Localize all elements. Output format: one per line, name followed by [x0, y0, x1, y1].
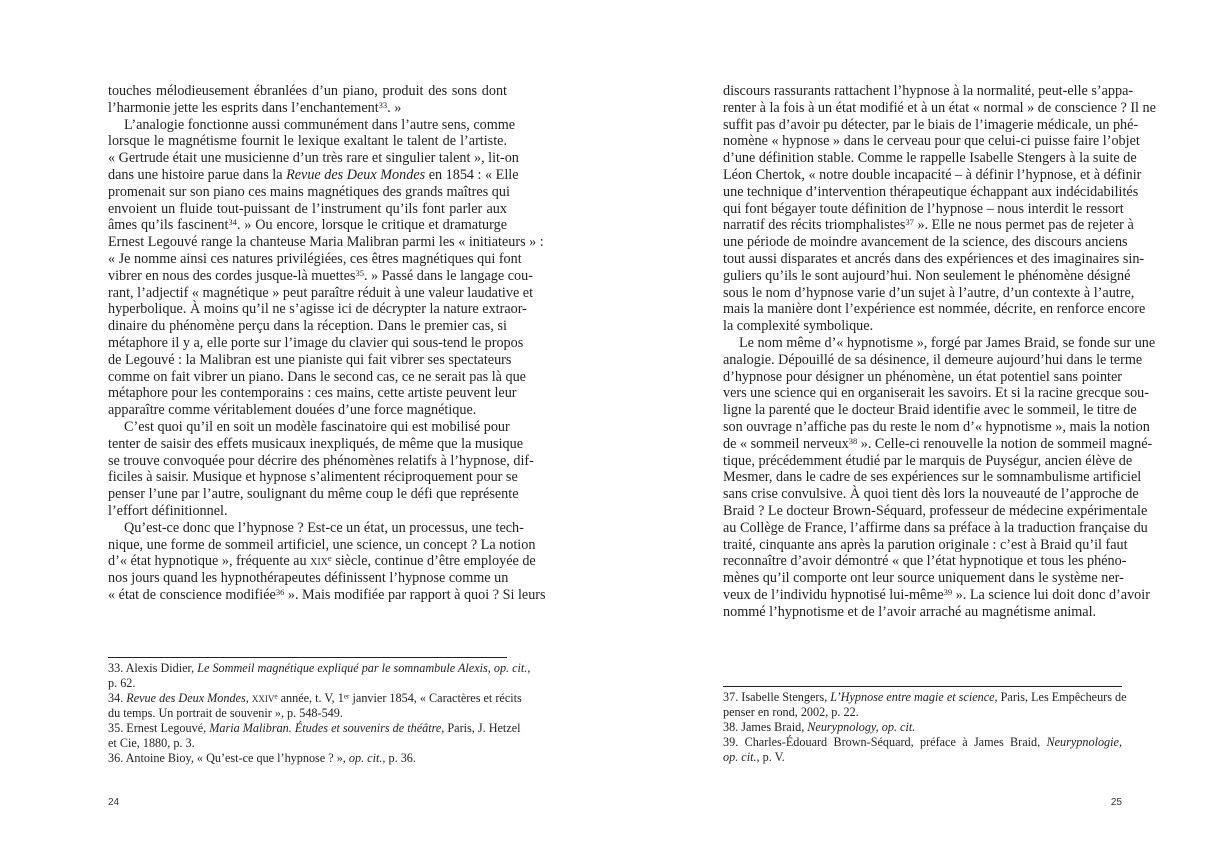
- italic-text: L’Hypnose entre magie et science: [830, 690, 995, 704]
- text-segment: de Legouvé : la Malibran est une pianiste qui fait vibrer ses spectateurs: [108, 351, 512, 368]
- text-segment: l’effort définitionnel.: [108, 502, 228, 519]
- text-line: [108, 133, 507, 150]
- text-line: [108, 116, 516, 134]
- text-segment: tique, précédemment étudié par le marquis de Puységur, ancien élève de: [723, 452, 1133, 469]
- text-line: [723, 234, 1128, 251]
- text-line: [108, 83, 507, 100]
- text-segment: L’analogie fonctionne aussi communément dans l’autre sens, comme: [124, 116, 516, 133]
- text-segment: C’est quoi qu’il en soit un modèle fascinatoire qui est mobilisé pour: [124, 418, 510, 435]
- text-line: [108, 284, 534, 302]
- text-segment: apparaître comme véritablement douées d’une force magnétique.: [108, 402, 477, 419]
- text-segment: , p. V.: [756, 750, 785, 764]
- footnote-line: [723, 720, 1122, 735]
- note-reference: 36: [275, 586, 285, 597]
- text-segment: renter à la fois à un état modifié et à un état « normal » de conscience ? Il ne: [723, 99, 1156, 116]
- text-line: [723, 435, 1153, 453]
- text-line: [723, 217, 1134, 234]
- text-segment: ,: [487, 661, 494, 675]
- text-segment: 37. Isabelle Stengers,: [723, 690, 831, 704]
- text-segment: tout aussi disparates et ancrés dans des expériences et des imaginaires sin-: [723, 250, 1145, 267]
- text-line: [723, 166, 1142, 184]
- text-segment: qui font bégayer toute définition de l’hypnose – nous interdit le ressort: [723, 200, 1124, 217]
- footnote-line: [723, 750, 1122, 765]
- text-line: [108, 536, 536, 554]
- footnote-line: [108, 736, 507, 751]
- text-segment: nos jours quand les hypnothérapeutes définissent l’hypnose comme un: [108, 570, 509, 587]
- italic-text: Maria Malibran. Études et souvenirs de théâtre: [209, 721, 442, 735]
- text-segment: Qu’est-ce donc que l’hypnose ? Est-ce un état, un processus, une tech-: [124, 519, 524, 536]
- text-segment: mais la manière dont l’expérience est nommée, décrite, en renforce encore: [723, 301, 1146, 318]
- text-segment: promenait sur son piano ces mains magnétiques des grands maîtres qui: [108, 183, 510, 200]
- text-line: [108, 201, 507, 218]
- text-line: [723, 183, 1139, 201]
- footnote-line: [108, 661, 531, 676]
- footnote-line: [108, 751, 507, 766]
- text-line: [723, 385, 1149, 402]
- text-segment: nomène « hypnose » dans le cerveau pour que celui-ci puisse faire l’objet: [723, 133, 1140, 150]
- text-line: [108, 452, 534, 470]
- text-line: [723, 369, 1122, 386]
- text-segment: mènes qu’il comporte ont leur source uniquement dans le système ner-: [723, 570, 1124, 587]
- text-segment: narratif des récits triomphalistes: [723, 217, 906, 234]
- footnote-line: [108, 691, 522, 706]
- text-segment: touches mélodieusement ébranlées d’un piano, produit des sons dont: [108, 83, 507, 99]
- text-segment: janvier 1854, « Caractères et récits: [349, 691, 522, 705]
- text-line: [723, 586, 1150, 604]
- text-segment: tenter de saisir des effets musicaux inexpliqués, de même que la musique: [108, 435, 523, 452]
- text-segment: 38. James Braid,: [723, 720, 808, 734]
- text-line: [723, 334, 1156, 352]
- text-line: [108, 100, 507, 117]
- text-segment: suffit pas d’avoir pu détecter, par le biais de l’imagerie médicale, un phé-: [723, 116, 1139, 133]
- page-number-right: 25: [1110, 797, 1122, 808]
- footnote-line: [723, 705, 1122, 720]
- text-segment: se trouve convoquée pour décrire des phénomènes relatifs à l’hypnose, dif-: [108, 452, 534, 469]
- text-segment: . » Ou encore, lorsque le critique et dramaturge: [236, 217, 507, 234]
- text-segment: dinaire du phénomène perçu dans la réception. Dans le premier cas, si: [108, 318, 507, 335]
- text-line: [108, 166, 519, 184]
- text-segment: traité, cinquante ans après la parution originale : c’est à Braid qu’il faut: [723, 536, 1128, 553]
- text-segment: ficiles à saisir. Musique et hypnose s’alimentent réciproquement pour se: [108, 469, 518, 486]
- italic-text: Revue des Deux Mondes: [286, 166, 426, 183]
- note-reference: er: [343, 691, 350, 701]
- text-line: [723, 570, 1122, 587]
- text-line: [723, 318, 1122, 335]
- text-segment: penser en rond, 2002, p. 22.: [723, 705, 859, 719]
- text-line: [723, 351, 1143, 369]
- left-page-body-text: [108, 83, 546, 604]
- text-segment: , Paris, Les Empêcheurs de: [994, 690, 1127, 704]
- text-line: [108, 368, 526, 386]
- text-segment: Le nom même d’« hypnotisme », forgé par James Braid, se fonde sur une: [739, 334, 1156, 351]
- text-line: [723, 301, 1146, 318]
- text-line: [723, 284, 1135, 302]
- note-reference: 37: [905, 217, 914, 228]
- text-segment: comme on fait vibrer un piano. Dans le second cas, ce ne serait pas là que: [108, 368, 526, 385]
- text-line: [108, 418, 510, 436]
- note-reference: 33: [378, 99, 388, 110]
- text-segment: au Collège de France, l’affirme dans sa préface à la traduction française du: [723, 519, 1148, 536]
- text-segment: du temps. Un portrait de souvenir », p. 548-549.: [108, 706, 343, 720]
- text-segment: métaphore il y a, elle porte sur l’image du clavier qui sous-tend le propos: [108, 334, 524, 351]
- text-line: [723, 502, 1148, 520]
- text-segment: siècle, continue d’être employée de: [331, 553, 536, 570]
- text-segment: , p. 36.: [382, 751, 416, 765]
- text-segment: « état de conscience modifiée: [108, 586, 276, 603]
- text-segment: d’« état hypnotique », fréquente au: [108, 553, 311, 570]
- text-segment: une période de moindre avancement de la science, des discours anciens: [723, 234, 1128, 251]
- footnote-line: [108, 721, 521, 736]
- note-reference: 34: [228, 217, 237, 228]
- text-segment: ». La science lui doit donc d’avoir: [952, 586, 1150, 603]
- text-line: [108, 519, 524, 537]
- text-line: [723, 99, 1156, 117]
- text-line: [723, 250, 1145, 268]
- italic-text: op. cit.: [723, 750, 757, 764]
- footnote-rule: [723, 686, 1122, 687]
- text-segment: et Cie, 1880, p. 3.: [108, 736, 195, 750]
- text-segment: p. 62.: [108, 676, 136, 690]
- text-line: [108, 301, 527, 318]
- text-segment: 36. Antoine Bioy, « Qu’est-ce que l’hypnose ? »,: [108, 751, 349, 765]
- text-segment: xix: [310, 553, 328, 570]
- text-segment: envoient un fluide tout-puissant de l’instrument qu’ils font parler aux: [108, 200, 507, 217]
- text-line: [108, 435, 523, 453]
- text-line: [108, 217, 507, 234]
- text-line: [108, 469, 518, 486]
- text-segment: de « sommeil nerveux: [723, 435, 849, 452]
- text-line: [108, 183, 510, 201]
- text-segment: Léon Chertok, « notre double incapacité – à définir l’hypnose, et à définir: [723, 166, 1142, 183]
- footnote-line: [723, 690, 1127, 705]
- text-segment: 33. Alexis Didier,: [108, 661, 198, 675]
- italic-text: Revue des Deux Mondes: [126, 691, 246, 705]
- text-segment: . » Passé dans le langage cou-: [363, 267, 533, 284]
- text-segment: vibrer en nous des cordes jusque-là muettes: [108, 267, 356, 284]
- italic-text: Le Sommeil magnétique expliqué par le somnambule Alexis: [197, 661, 488, 675]
- text-segment: nommé l’hypnotisme et de l’avoir arraché au magnétisme animal.: [723, 603, 1097, 620]
- note-reference: 38: [848, 435, 858, 446]
- text-segment: analogie. Dépouillé de sa désinence, il demeure aujourd’hui dans le terme: [723, 351, 1143, 368]
- text-line: [108, 553, 536, 570]
- text-segment: 34.: [108, 691, 127, 705]
- footnote-rule: [108, 657, 507, 658]
- text-segment: rant, l’adjectif « magnétique » peut paraître réduit à une valeur laudative et: [108, 284, 534, 301]
- text-line: [723, 452, 1133, 470]
- text-segment: Ernest Legouvé range la chanteuse Maria Malibran parmi les « initiateurs » :: [108, 234, 544, 251]
- text-segment: Mesmer, dans le cadre de ses expériences sur le somnambulisme artificiel: [723, 469, 1142, 486]
- note-reference: e: [327, 553, 332, 564]
- text-segment: âmes qu’ils fascinent: [108, 217, 229, 234]
- text-segment: ligne la parenté que le docteur Braid identifie avec le sommeil, le titre de: [723, 402, 1137, 419]
- text-line: [723, 486, 1139, 503]
- italic-text: Neurypnologie,: [1046, 735, 1122, 749]
- text-segment: dans une histoire parue dans la: [108, 166, 287, 183]
- text-line: [108, 586, 546, 604]
- note-reference: 39: [943, 586, 953, 597]
- text-segment: en 1854 : « Elle: [425, 166, 519, 183]
- text-segment: discours rassurants rattachent l’hypnose à la normalité, peut-elle s’appa-: [723, 83, 1134, 99]
- note-reference: 35: [355, 267, 364, 278]
- text-segment: veux de l’individu hypnotisé lui-même: [723, 586, 944, 603]
- text-segment: guliers qu’ils le sont aujourd’hui. Non seulement le phénomène désigné: [723, 267, 1131, 284]
- text-line: [723, 519, 1148, 537]
- text-line: [723, 536, 1128, 554]
- text-segment: xxiv: [251, 691, 275, 705]
- text-segment: ». Elle ne nous permet pas de rejeter à: [913, 217, 1134, 234]
- text-segment: , Paris, J. Hetzel: [441, 721, 521, 735]
- text-line: [723, 116, 1139, 134]
- text-line: [723, 201, 1122, 218]
- text-segment: « Je nomme ainsi ces natures privilégiées, ces êtres magnétiques qui font: [108, 250, 522, 267]
- text-line: [108, 570, 507, 587]
- text-segment: hyperbolique. À moins qu’il ne s’agisse ici de décrypter la nature extraor-: [108, 301, 527, 318]
- text-line: [723, 402, 1137, 419]
- text-segment: la complexité symbolique.: [723, 318, 874, 335]
- footnote-line: [108, 676, 507, 691]
- text-segment: année, t. V, 1: [277, 691, 344, 705]
- note-reference: e: [274, 691, 278, 701]
- text-segment: 35. Ernest Legouvé,: [108, 721, 210, 735]
- text-segment: ». Celle-ci renouvelle la notion de sommeil magné-: [857, 435, 1153, 452]
- text-segment: reconnaître d’avoir démontré « que l’état hypnotique et tous les phéno-: [723, 553, 1127, 570]
- text-segment: vers une science qui en organiserait les savoirs. Et si la racine grecque sou-: [723, 385, 1149, 402]
- right-page-body-text: [723, 83, 1156, 621]
- text-line: [723, 469, 1142, 486]
- text-line: [723, 418, 1150, 436]
- text-segment: l’harmonie jette les esprits dans l’enchantement: [108, 99, 379, 116]
- text-segment: . »: [387, 99, 402, 116]
- text-segment: ,: [527, 661, 531, 675]
- text-line: [723, 553, 1127, 570]
- text-segment: penser l’une par l’autre, soulignant du même coup le défi que représente: [108, 486, 519, 503]
- text-segment: « Gertrude était une musicienne d’un très rare et singulier talent », lit-on: [108, 150, 519, 167]
- text-line: [108, 503, 507, 520]
- text-line: [108, 150, 519, 167]
- text-segment: ». Mais modifiée par rapport à quoi ? Si leurs: [284, 586, 546, 603]
- italic-text: op. cit.: [348, 751, 383, 765]
- text-line: [723, 604, 1122, 621]
- text-segment: nique, une forme de sommeil artificiel, une science, un concept ? La notion: [108, 536, 536, 553]
- text-segment: d’hypnose pour désigner un phénomène, un état potentiel sans pointer: [723, 368, 1122, 385]
- text-segment: sans crise convulsive. À quoi tient dès lors la nouveauté de l’approche de: [723, 486, 1139, 503]
- text-segment: d’une définition stable. Comme le rappelle Isabelle Stengers à la suite de: [723, 150, 1137, 167]
- text-line: [723, 150, 1137, 167]
- text-segment: une technique d’intervention thérapeutique échappant aux indécidabilités: [723, 183, 1139, 200]
- italic-text: Neurypnology, op. cit.: [807, 720, 916, 734]
- text-line: [108, 385, 517, 402]
- text-segment: lorsque le magnétisme fournit le lexique exaltant le talent de l’artiste.: [108, 133, 507, 150]
- page-number-left: 24: [108, 797, 120, 808]
- text-line: [108, 486, 519, 503]
- text-line: [108, 334, 524, 352]
- text-line: [108, 402, 507, 419]
- text-segment: Braid ? Le docteur Brown-Séquard, professeur de médecine expérimentale: [723, 502, 1148, 519]
- footnote-line: [723, 735, 1122, 750]
- text-line: [108, 351, 512, 369]
- text-segment: ,: [245, 691, 252, 705]
- text-line: [108, 318, 507, 335]
- left-page-footnotes: [108, 661, 531, 766]
- text-line: [108, 234, 544, 251]
- text-segment: 39. Charles-Édouard Brown-Séquard, préface à James Braid,: [723, 735, 1047, 749]
- text-line: [723, 83, 1134, 100]
- footnote-line: [108, 706, 507, 721]
- right-page-footnotes: [723, 690, 1127, 765]
- text-segment: son ouvrage n’affiche pas du reste le nom d’« hypnotisme », mais la notion: [723, 418, 1150, 435]
- text-line: [108, 267, 533, 285]
- text-segment: sous le nom d’hypnose varie d’un sujet à l’autre, d’un contexte à l’autre,: [723, 284, 1135, 301]
- text-line: [723, 133, 1140, 150]
- italic-text: op. cit.: [493, 661, 528, 675]
- text-segment: métaphore pour les contemporains : ces mains, cette artiste peuvent leur: [108, 385, 517, 402]
- text-line: [723, 267, 1131, 285]
- text-line: [108, 250, 522, 268]
